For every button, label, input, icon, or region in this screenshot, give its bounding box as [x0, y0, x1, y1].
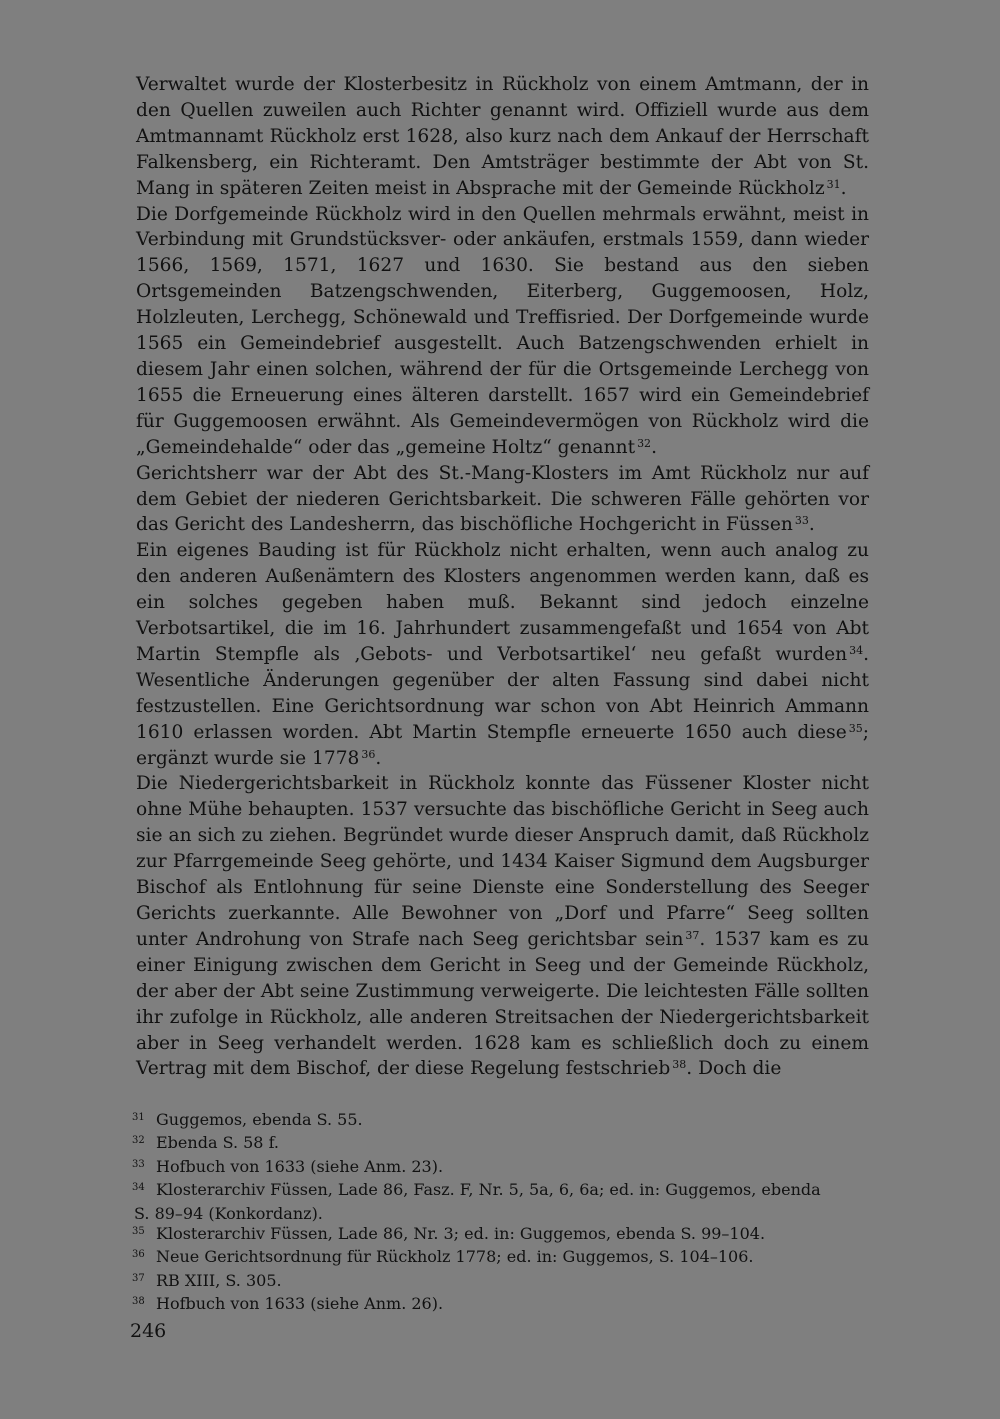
footnote-ref: 34 — [849, 643, 864, 657]
paragraph-tail: . 1537 kam es zu einer Einigung zwischen dem Gericht in Seeg und der Gemeinde Rückholz, der aber der Abt seine Zustimmung verweigerte. Die leichtesten Fälle sollten ihr zufolge in Rückholz, alle anderen Streitsachen der Niedergerichtsbarkeit aber in Seeg verhandelt werden. 1628 kam es schließlich doch zu einem Vertrag mit dem Bischof, der diese Regelung festschrieb — [136, 928, 869, 1080]
paragraph-5 — [136, 771, 869, 1082]
paragraph-text: Gerichtsherr war der Abt des St.-Mang-Klosters im Amt Rückholz nur auf dem Gebiet der niederen Gerichtsbarkeit. Die schweren Fälle gehörten vor das Gericht des Landesherrn, das bischöfliche Hochgericht in Füssen — [136, 462, 869, 536]
footnote-text: Hofbuch von 1633 (siehe Anm. 23). — [156, 1156, 444, 1176]
footnote — [132, 1133, 869, 1156]
footnote-text: RB XIII, S. 305. — [156, 1270, 282, 1290]
footnote — [132, 1180, 869, 1203]
footnote-number: 33 — [132, 1158, 145, 1170]
footnote-ref: 35 — [848, 721, 863, 735]
footnote — [132, 1157, 869, 1180]
paragraph-text: Verwaltet wurde der Klosterbesitz in Rückholz von einem Amtmann, der in den Quellen zuweilen auch Richter genannt wird. Offiziell wurde aus dem Amtmannamt Rückholz erst 1628, also kurz nach dem Ankauf der Herrschaft Falkensberg, ein Richteramt. Den Amtsträger bestimmte der Abt von St. Mang in späteren Zeiten meist in Absprache mit der Gemeinde Rückholz — [136, 74, 869, 199]
page-number: 246 — [130, 1320, 167, 1342]
footnote-number: 37 — [132, 1272, 145, 1284]
footnote-number: 36 — [132, 1249, 145, 1261]
footnote — [132, 1271, 869, 1294]
footnote-number: 38 — [132, 1296, 145, 1308]
paragraph-tail: ; ergänzt wurde sie 1778 — [136, 721, 869, 769]
footnote-text: Guggemos, ebenda S. 55. — [156, 1110, 363, 1129]
paragraph-2 — [136, 202, 869, 461]
paragraph-tail: . — [808, 514, 815, 536]
footnote — [132, 1294, 869, 1317]
footnote — [132, 1110, 869, 1133]
footnote-text: Ebenda S. 58 f. — [156, 1133, 280, 1153]
paragraph-tail: . Doch die — [686, 1058, 782, 1080]
paragraph-text: Ein eigenes Bauding ist für Rückholz nicht erhalten, wenn auch analog zu den anderen Außenämtern des Klosters angenommen werden kann, daß es ein solches gegeben haben muß. Bekannt sind jedoch einzelne Verbotsartikel, die im 16. Jahrhundert zusammengefaßt und 1654 von Abt Martin Stempfle als ‚Gebots- und Verbotsartikel‘ neu gefaßt wurden — [136, 540, 869, 665]
footnote-number: 35 — [132, 1226, 145, 1238]
footnote-text: S. 89–94 (Konkordanz). — [134, 1203, 323, 1223]
paragraph-tail: . — [840, 177, 847, 199]
paragraph-4 — [136, 538, 869, 771]
body-text — [136, 72, 869, 1082]
footnote-number: 34 — [132, 1182, 145, 1194]
paragraph-3 — [136, 461, 869, 539]
footnotes — [132, 1110, 869, 1318]
paragraph-text: Die Dorfgemeinde Rückholz wird in den Quellen mehrmals erwähnt, meist in Verbindung mit Grundstücksver- oder ankäufen, erstmals 1559, dann wieder 1566, 1569, 1571, 1627 und 1630. Sie bestand aus den sieben Ortsgemeinden Batzengschwenden, Eiterberg, Guggemoosen, Holz, Holzleuten, Lerchegg, Schönewald und Treffisried. Der Dorfgemeinde wurde 1565 ein Gemeindebrief ausgestellt. Auch Batzengschwenden erhielt in diesem Jahr einen solchen, während der für die Ortsgemeinde Lerchegg von 1655 die Erneuerung eines älteren darstellt. 1657 wird ein Gemeindebrief für Guggemoosen erwähnt. Als Gemeindevermögen von Rückholz wird die „Gemeindehalde“ oder das „gemeine Holtz“ genannt — [136, 203, 869, 458]
paragraph-text: Die Niedergerichtsbarkeit in Rückholz konnte das Füssener Kloster nicht ohne Mühe behaupten. 1537 versuchte das bischöfliche Gericht in Seeg auch sie an sich zu ziehen. Begründet wurde dieser Anspruch damit, daß Rückholz zur Pfarrgemeinde Seeg gehörte, und 1434 Kaiser Sigmund dem Augsburger Bischof als Entlohnung für seine Dienste eine Sonderstellung des Seeger Gerichts zuerkannte. Alle Bewohner von „Dorf und Pfarre“ Seeg sollten unter Androhung von Strafe nach Seeg gerichtsbar sein — [136, 773, 869, 950]
paragraph-tail: . — [375, 747, 382, 769]
footnote — [132, 1224, 869, 1247]
footnote-text: Klosterarchiv Füssen, Lade 86, Fasz. F, Nr. 5, 5a, 6, 6a; ed. in: Guggemos, ebenda — [156, 1180, 821, 1200]
paragraph-tail: . — [651, 436, 657, 458]
footnote-ref: 38 — [672, 1058, 687, 1072]
footnote-ref: 37 — [685, 928, 700, 942]
footnote-ref: 31 — [826, 177, 841, 191]
footnote-text: Neue Gerichtsordnung für Rückholz 1778; ed. in: Guggemos, S. 104–106. — [156, 1247, 754, 1267]
footnote-text: Hofbuch von 1633 (siehe Anm. 26). — [156, 1294, 444, 1314]
footnote-number: 32 — [132, 1135, 145, 1147]
footnote — [132, 1247, 869, 1270]
footnote-ref: 33 — [794, 514, 809, 528]
footnote-continuation — [132, 1204, 869, 1224]
paragraph-tail: . Wesentliche Änderungen gegenüber der alten Fassung sind dabei nicht festzustellen. Eine Gerichtsordnung war schon von Abt Heinrich Ammann 1610 erlassen worden. Abt Martin Stempfle erneuerte 1650 auch diese — [136, 643, 869, 743]
footnote-text: Klosterarchiv Füssen, Lade 86, Nr. 3; ed. in: Guggemos, ebenda S. 99–104. — [156, 1224, 766, 1244]
footnote-number: 31 — [132, 1112, 145, 1123]
footnote-ref: 36 — [361, 747, 376, 761]
paragraph-1 — [136, 72, 869, 202]
footnote-ref: 32 — [637, 436, 652, 450]
